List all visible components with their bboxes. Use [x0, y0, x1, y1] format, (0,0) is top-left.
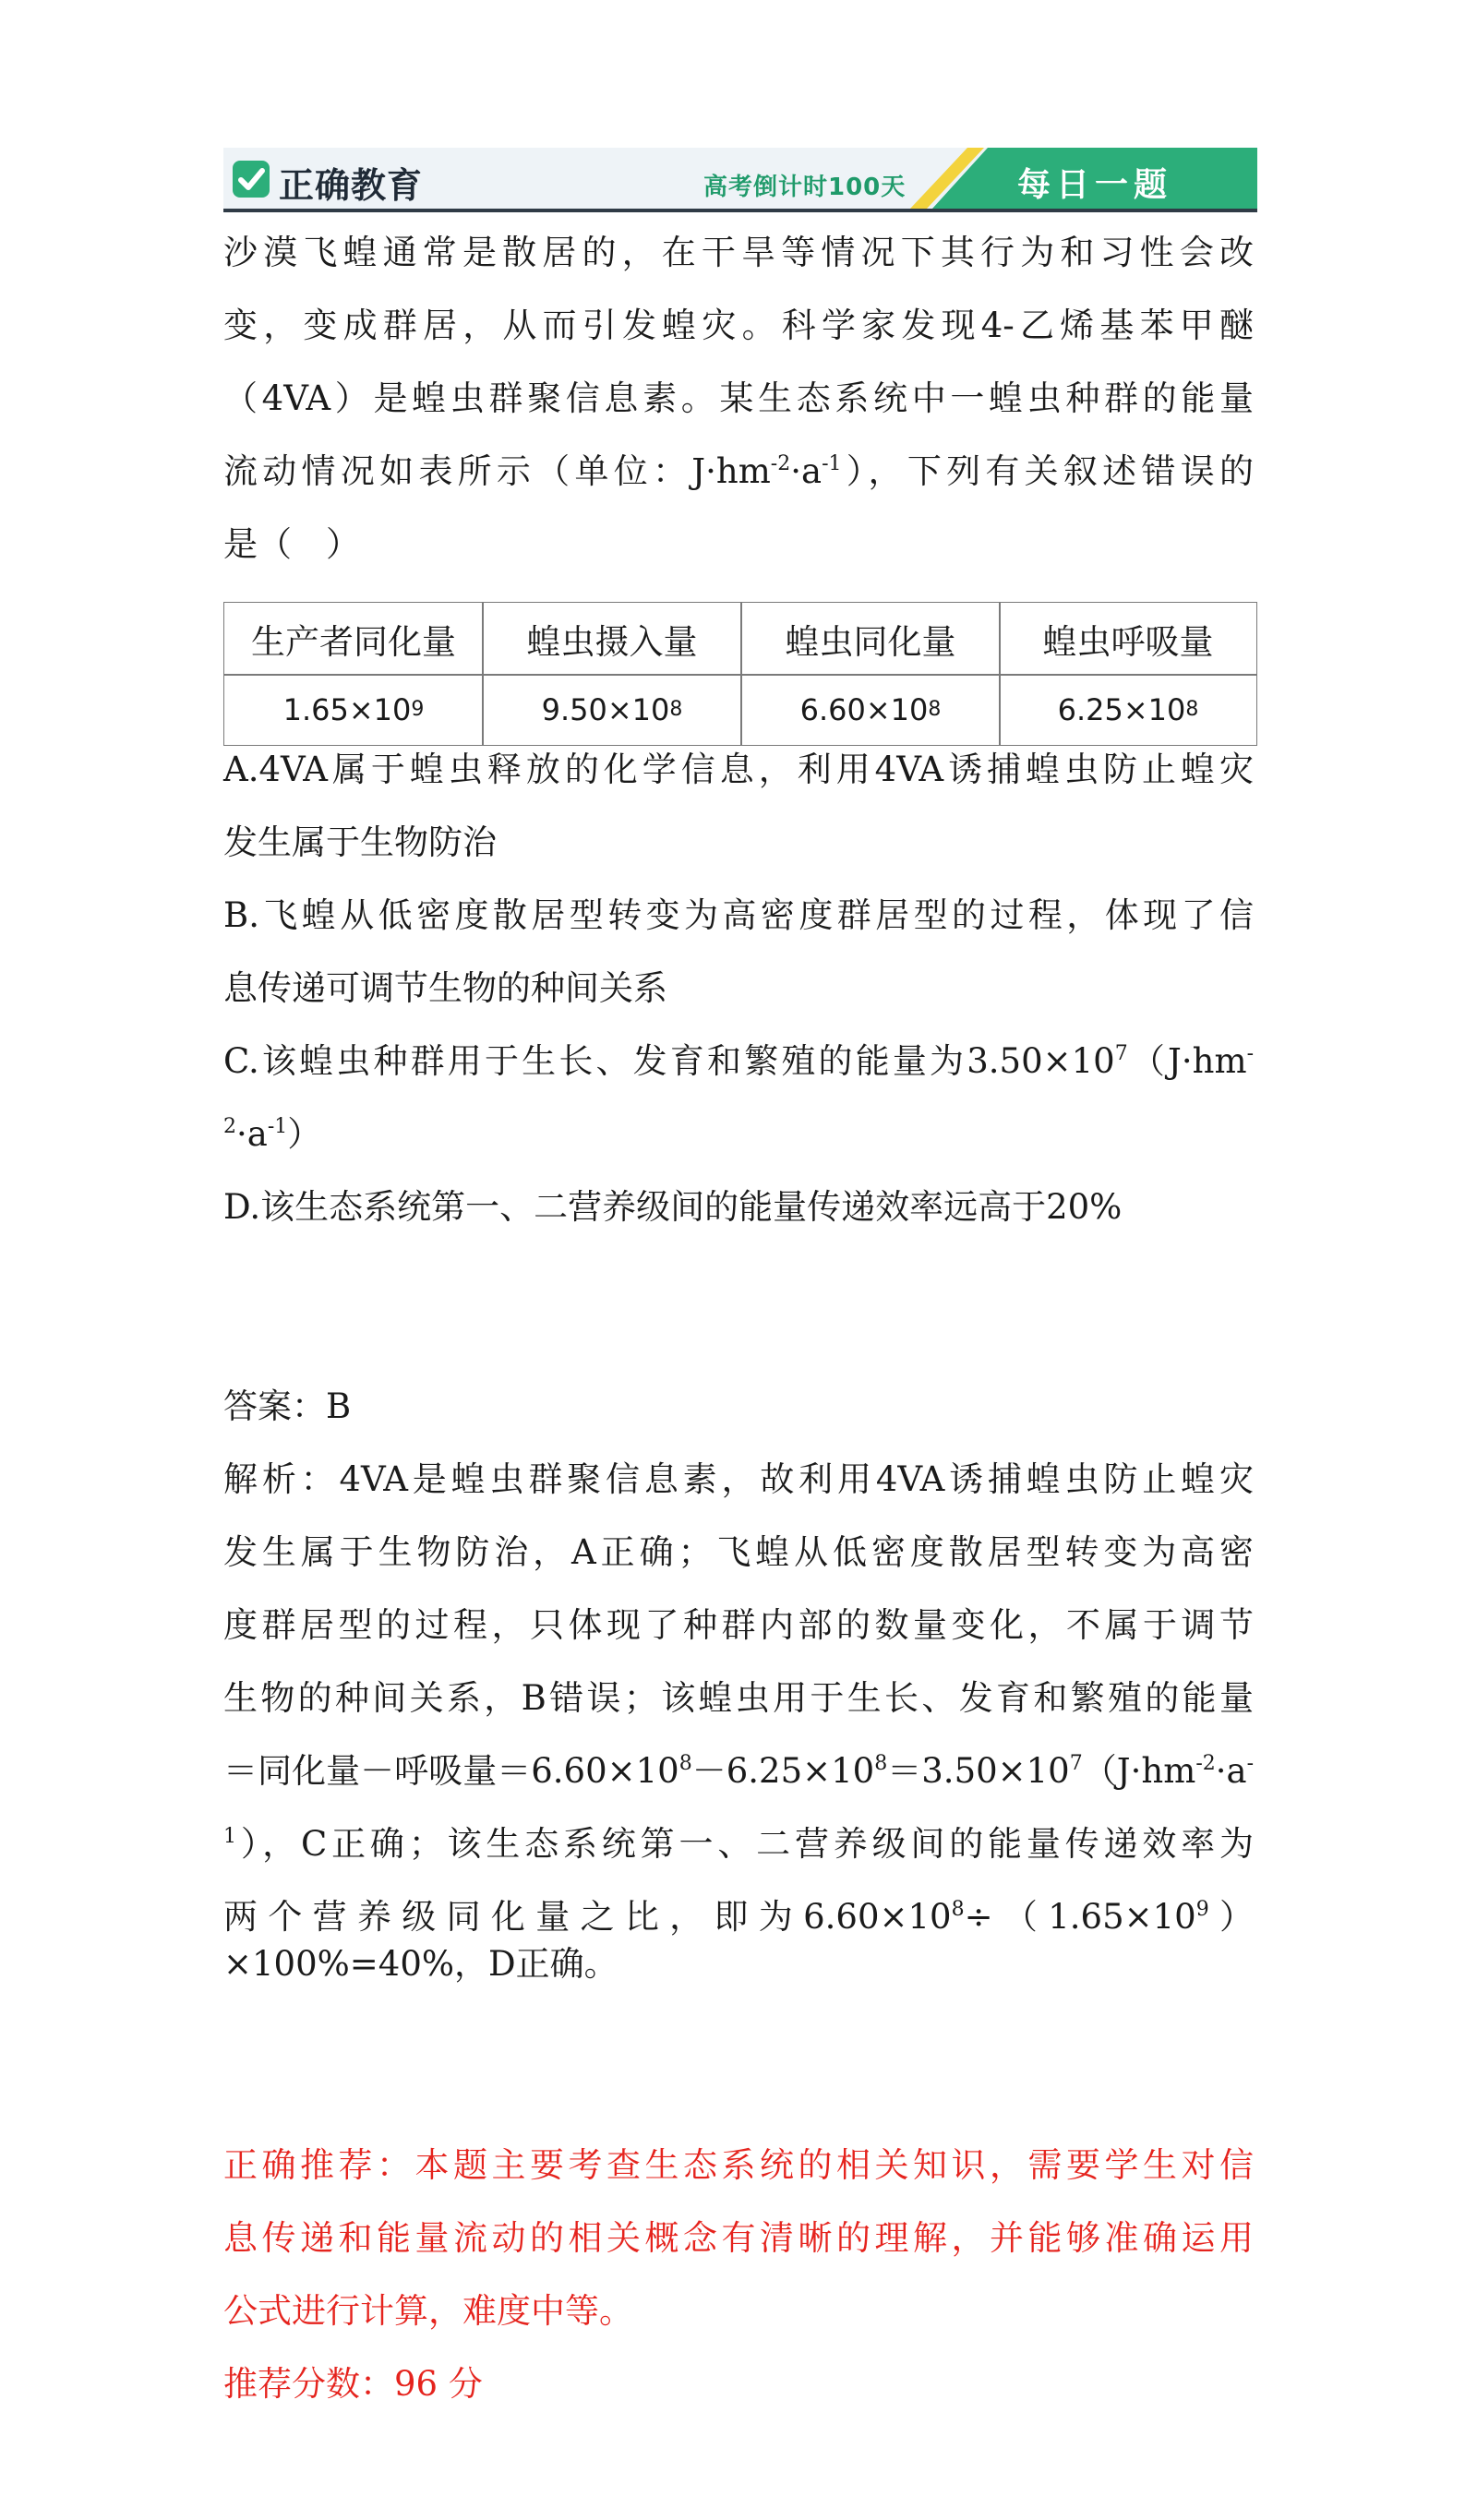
- oc2-text-b: ）: [287, 1114, 322, 1154]
- oc-sup-b: -: [1246, 1042, 1254, 1065]
- analysis-line-1: 解析：4VA是蝗虫群聚信息素，故利用4VA诱捕蝗虫防止蝗灾: [223, 1459, 1254, 1499]
- recommend-score: 推荐分数：96 分: [223, 2364, 483, 2404]
- option-d-line: D.该生态系统第一、二营养级间的能量传递效率远高于20%: [223, 1187, 1123, 1227]
- a7-text-1: 两个营养级同化量之比，即为6.60×10: [223, 1897, 952, 1937]
- a5-sup-2: 8: [874, 1752, 888, 1775]
- check-logo-icon: [233, 161, 270, 198]
- a5-text-4: （J·hm: [1082, 1751, 1196, 1791]
- analysis-line-6: [223, 1822, 1254, 1866]
- brand-name: 正确教育: [279, 165, 424, 206]
- recommend-line-1: 正确推荐：本题主要考查生态系统的相关知识，需要学生对信: [223, 2145, 1254, 2185]
- question-line-3: （4VA）是蝗虫群聚信息素。某生态系统中一蝗虫种群的能量: [223, 378, 1254, 418]
- table-value-cell: 6.25×10 8: [999, 674, 1257, 746]
- q4-text-a: 流动情况如表所示（单位：J·hm: [223, 451, 771, 491]
- analysis-line-5: [223, 1749, 1254, 1794]
- recommend-line-2: 息传递和能量流动的相关概念有清晰的理解，并能够准确运用: [223, 2218, 1254, 2258]
- option-c-line-1: [223, 1039, 1254, 1084]
- value-base: 1.65×10: [282, 692, 412, 727]
- energy-table: [223, 602, 1257, 746]
- q4-sup-a: -2: [770, 452, 791, 475]
- question-line-1: 沙漠飞蝗通常是散居的，在干旱等情况下其行为和习性会改: [223, 233, 1254, 272]
- a7-text-2: ÷（1.65×10: [964, 1897, 1196, 1937]
- oc2-sup-a: 2: [223, 1115, 236, 1138]
- oc-sup-a: 7: [1114, 1042, 1128, 1065]
- question-line-5: 是（ ）: [223, 524, 360, 564]
- option-b-line-2: 息传递可调节生物的种间关系: [223, 968, 667, 1008]
- analysis-line-7: [223, 1895, 1254, 1939]
- q4-text-c: ），下列有关叙述错误的: [841, 451, 1255, 491]
- option-c-line-2: [223, 1112, 321, 1157]
- table-value-cell: 9.50×10 8: [482, 674, 742, 746]
- option-a-line-1: A.4VA属于蝗虫释放的化学信息，利用4VA诱捕蝗虫防止蝗灾: [223, 750, 1254, 789]
- table-header-cell: 蝗虫同化量: [740, 602, 1001, 676]
- question-line-4: [223, 450, 1254, 494]
- a6-sup-1: 1: [223, 1825, 236, 1848]
- q4-text-b: ·a: [790, 451, 823, 491]
- q4-sup-b: -1: [822, 452, 842, 475]
- option-a-line-2: 发生属于生物防治: [223, 822, 497, 862]
- table-value-cell: 6.60×10 8: [740, 674, 1001, 746]
- oc-text-b: （J·hm: [1127, 1041, 1247, 1081]
- table-value-cell: 1.65×10 9: [223, 674, 484, 746]
- a5-sup-4: -2: [1195, 1752, 1216, 1775]
- value-base: 6.60×10: [799, 692, 929, 727]
- header-banner: [223, 148, 1257, 214]
- question-line-2: 变，变成群居，从而引发蝗灾。科学家发现4-乙烯基苯甲醚: [223, 306, 1254, 345]
- oc2-sup-b: -1: [267, 1115, 288, 1138]
- a5-text-5: ·a: [1215, 1751, 1247, 1791]
- a5-text-1: ＝同化量－呼吸量＝6.60×10: [223, 1751, 679, 1791]
- a5-text-2: －6.25×10: [691, 1751, 875, 1791]
- a5-sup-3: 7: [1069, 1752, 1083, 1775]
- analysis-line-4: 生物的种间关系，B错误；该蝗虫用于生长、发育和繁殖的能量: [223, 1678, 1254, 1718]
- exam-countdown: 高考倒计时100天: [703, 174, 907, 201]
- a5-sup-1: 8: [678, 1752, 692, 1775]
- a6-text-1: ），C正确；该生态系统第一、二营养级间的能量传递效率为: [236, 1824, 1254, 1864]
- recommend-line-3: 公式进行计算，难度中等。: [223, 2291, 633, 2331]
- daily-question-label: 每日一题: [1017, 166, 1173, 204]
- option-b-line-1: B.飞蝗从低密度散居型转变为高密度群居型的过程，体现了信: [223, 895, 1254, 935]
- a7-sup-1: 8: [951, 1898, 965, 1921]
- analysis-line-2: 发生属于生物防治，A正确；飞蝗从低密度散居型转变为高密: [223, 1532, 1254, 1572]
- a7-sup-2: 9: [1195, 1898, 1209, 1921]
- oc2-text-a: ·a: [236, 1114, 268, 1154]
- a5-text-3: ＝3.50×10: [887, 1751, 1070, 1791]
- table-header-cell: 蝗虫呼吸量: [999, 602, 1257, 676]
- header-rule: [223, 209, 1257, 212]
- table-header-cell: 生产者同化量: [223, 602, 484, 676]
- a5-sup-5: -: [1246, 1752, 1255, 1775]
- oc-text-a: C.该蝗虫种群用于生长、发育和繁殖的能量为3.50×10: [223, 1041, 1115, 1081]
- a7-text-3: ）: [1208, 1897, 1255, 1937]
- value-base: 9.50×10: [541, 692, 670, 727]
- table-header-cell: 蝗虫摄入量: [482, 602, 742, 676]
- value-base: 6.25×10: [1057, 692, 1186, 727]
- analysis-line-8: ×100%=40%，D正确。: [223, 1944, 618, 1984]
- analysis-line-3: 度群居型的过程，只体现了种群内部的数量变化，不属于调节: [223, 1605, 1254, 1645]
- answer-label: 答案：B: [223, 1386, 352, 1426]
